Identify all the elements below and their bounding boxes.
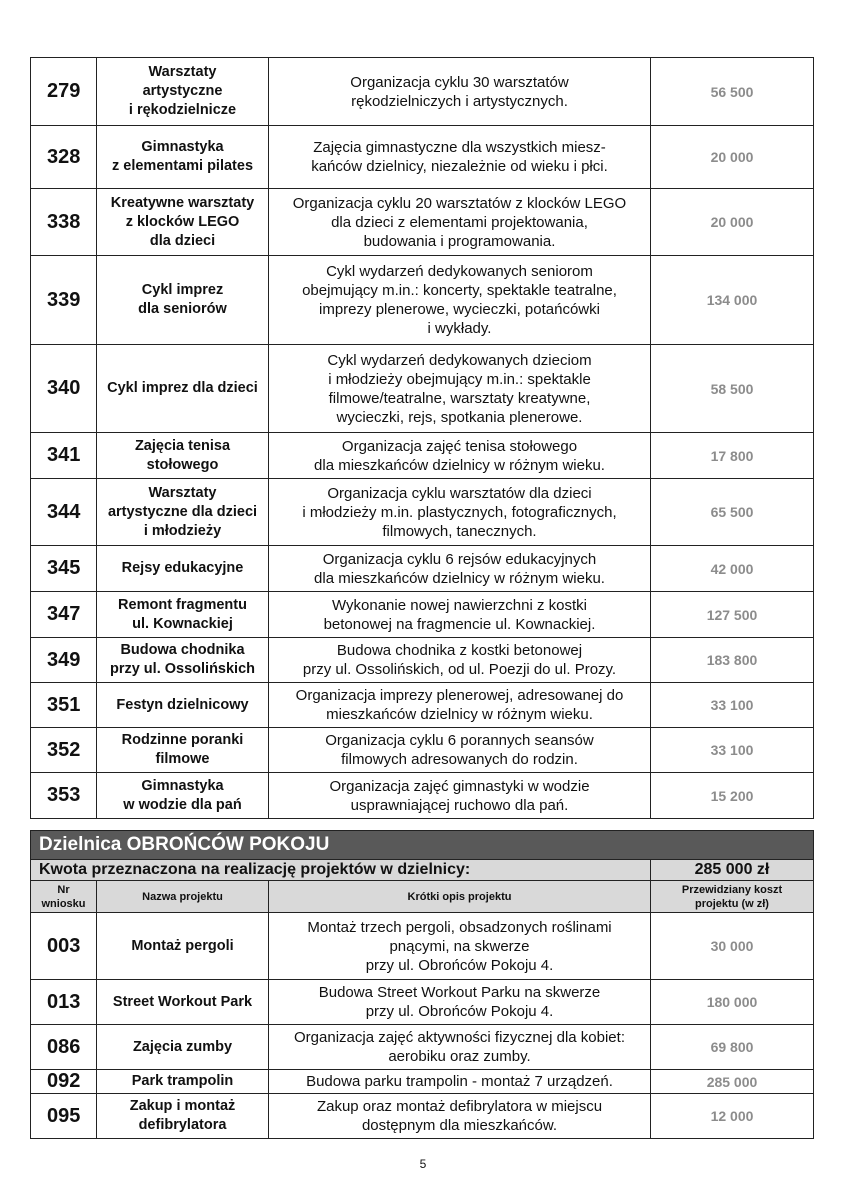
project-name: Park trampolin [97, 1070, 269, 1094]
project-number: 340 [31, 345, 97, 433]
page-number: 5 [419, 1157, 427, 1171]
header-desc: Krótki opis projektu [269, 881, 651, 913]
project-cost: 33 100 [651, 728, 814, 773]
project-cost: 56 500 [651, 58, 814, 126]
project-description: Budowa parku trampolin - montaż 7 urządzeń. [269, 1070, 651, 1094]
project-name: Kreatywne warsztaty z klocków LEGO dla dzieci [97, 189, 269, 256]
project-name: Street Workout Park [97, 980, 269, 1025]
table-row [31, 1025, 814, 1070]
project-name: Gimnastyka z elementami pilates [97, 126, 269, 189]
table-row [31, 638, 814, 683]
project-description: Cykl wydarzeń dedykowanych seniorom obejmujący m.in.: koncerty, spektakle teatralne, imprezy plenerowe, wycieczki, potańcówki i wykłady. [269, 256, 651, 345]
table-row [31, 58, 814, 126]
project-description: Cykl wydarzeń dedykowanych dzieciom i młodzieży obejmujący m.in.: spektakle filmowe/teatralne, warsztaty kreatywne, wycieczki, rejs, spotkania plenerowe. [269, 345, 651, 433]
table-row [31, 546, 814, 592]
table-row [31, 256, 814, 345]
project-name: Zajęcia tenisa stołowego [97, 433, 269, 479]
project-description: Organizacja cyklu warsztatów dla dzieci i młodzieży m.in. plastycznych, fotograficznych, filmowych, tanecznych. [269, 479, 651, 546]
project-number: 345 [31, 546, 97, 592]
project-description: Organizacja zajęć gimnastyki w wodzie usprawniającej ruchowo dla pań. [269, 773, 651, 819]
table-row [31, 1070, 814, 1094]
project-cost: 285 000 [651, 1070, 814, 1094]
project-cost: 65 500 [651, 479, 814, 546]
district-title: Dzielnica OBROŃCÓW POKOJU [31, 831, 814, 860]
project-cost: 183 800 [651, 638, 814, 683]
project-cost: 15 200 [651, 773, 814, 819]
project-cost: 17 800 [651, 433, 814, 479]
district-amount-row [31, 860, 814, 881]
project-name: Remont fragmentu ul. Kownackiej [97, 592, 269, 638]
project-number: 353 [31, 773, 97, 819]
project-number: 013 [31, 980, 97, 1025]
project-name: Budowa chodnika przy ul. Ossolińskich [97, 638, 269, 683]
project-cost: 12 000 [651, 1094, 814, 1139]
project-cost: 58 500 [651, 345, 814, 433]
project-description: Wykonanie nowej nawierzchni z kostki betonowej na fragmencie ul. Kownackiej. [269, 592, 651, 638]
project-number: 338 [31, 189, 97, 256]
column-header-row [31, 881, 814, 913]
project-name: Zajęcia zumby [97, 1025, 269, 1070]
table-row [31, 126, 814, 189]
project-number: 349 [31, 638, 97, 683]
project-description: Organizacja zajęć aktywności fizycznej dla kobiet: aerobiku oraz zumby. [269, 1025, 651, 1070]
table-row [31, 189, 814, 256]
project-name: Rejsy edukacyjne [97, 546, 269, 592]
district-header-row [31, 831, 814, 860]
project-name: Warsztaty artystyczne i rękodzielnicze [97, 58, 269, 126]
project-description: Organizacja cyklu 6 porannych seansów filmowych adresowanych do rodzin. [269, 728, 651, 773]
project-number: 095 [31, 1094, 97, 1139]
district-projects-table [30, 830, 814, 1139]
project-description: Zakup oraz montaż defibrylatora w miejscu dostępnym dla mieszkańców. [269, 1094, 651, 1139]
project-number: 351 [31, 683, 97, 728]
project-number: 328 [31, 126, 97, 189]
project-name: Rodzinne poranki filmowe [97, 728, 269, 773]
project-cost: 180 000 [651, 980, 814, 1025]
header-nr: Nr wniosku [31, 881, 97, 913]
project-description: Organizacja cyklu 6 rejsów edukacyjnych dla mieszkańców dzielnicy w różnym wieku. [269, 546, 651, 592]
table-row [31, 728, 814, 773]
project-number: 352 [31, 728, 97, 773]
table-row [31, 773, 814, 819]
table-row [31, 1094, 814, 1139]
project-name: Zakup i montaż defibrylatora [97, 1094, 269, 1139]
project-number: 279 [31, 58, 97, 126]
project-cost: 20 000 [651, 126, 814, 189]
project-description: Zajęcia gimnastyczne dla wszystkich miesz- kańców dzielnicy, niezależnie od wieku i płci. [269, 126, 651, 189]
project-number: 339 [31, 256, 97, 345]
table-row [31, 913, 814, 980]
project-description: Organizacja zajęć tenisa stołowego dla mieszkańców dzielnicy w różnym wieku. [269, 433, 651, 479]
project-cost: 20 000 [651, 189, 814, 256]
project-number: 344 [31, 479, 97, 546]
table-row [31, 345, 814, 433]
project-number: 341 [31, 433, 97, 479]
amount-label: Kwota przeznaczona na realizację projektów w dzielnicy: [31, 860, 651, 881]
project-number: 092 [31, 1070, 97, 1094]
table-row [31, 980, 814, 1025]
table-row [31, 592, 814, 638]
project-description: Organizacja imprezy plenerowej, adresowanej do mieszkańców dzielnicy w różnym wieku. [269, 683, 651, 728]
project-cost: 33 100 [651, 683, 814, 728]
project-description: Budowa chodnika z kostki betonowej przy ul. Ossolińskich, od ul. Poezji do ul. Prozy. [269, 638, 651, 683]
project-name: Festyn dzielnicowy [97, 683, 269, 728]
project-name: Cykl imprez dla seniorów [97, 256, 269, 345]
project-name: Warsztaty artystyczne dla dzieci i młodzieży [97, 479, 269, 546]
project-cost: 127 500 [651, 592, 814, 638]
project-description: Organizacja cyklu 30 warsztatów rękodzielniczych i artystycznych. [269, 58, 651, 126]
project-description: Budowa Street Workout Parku na skwerze przy ul. Obrońców Pokoju 4. [269, 980, 651, 1025]
table-row [31, 683, 814, 728]
projects-table-continued [30, 57, 814, 819]
project-cost: 30 000 [651, 913, 814, 980]
project-name: Cykl imprez dla dzieci [97, 345, 269, 433]
project-number: 086 [31, 1025, 97, 1070]
project-number: 003 [31, 913, 97, 980]
project-name: Montaż pergoli [97, 913, 269, 980]
project-description: Organizacja cyklu 20 warsztatów z klocków LEGO dla dzieci z elementami projektowania, budowania i programowania. [269, 189, 651, 256]
header-cost: Przewidziany koszt projektu (w zł) [651, 881, 814, 913]
project-description: Montaż trzech pergoli, obsadzonych roślinami pnącymi, na skwerze przy ul. Obrońców Pokoju 4. [269, 913, 651, 980]
table-row [31, 433, 814, 479]
project-cost: 42 000 [651, 546, 814, 592]
project-name: Gimnastyka w wodzie dla pań [97, 773, 269, 819]
table-row [31, 479, 814, 546]
amount-value: 285 000 zł [651, 860, 814, 881]
project-number: 347 [31, 592, 97, 638]
project-cost: 134 000 [651, 256, 814, 345]
header-name: Nazwa projektu [97, 881, 269, 913]
project-cost: 69 800 [651, 1025, 814, 1070]
